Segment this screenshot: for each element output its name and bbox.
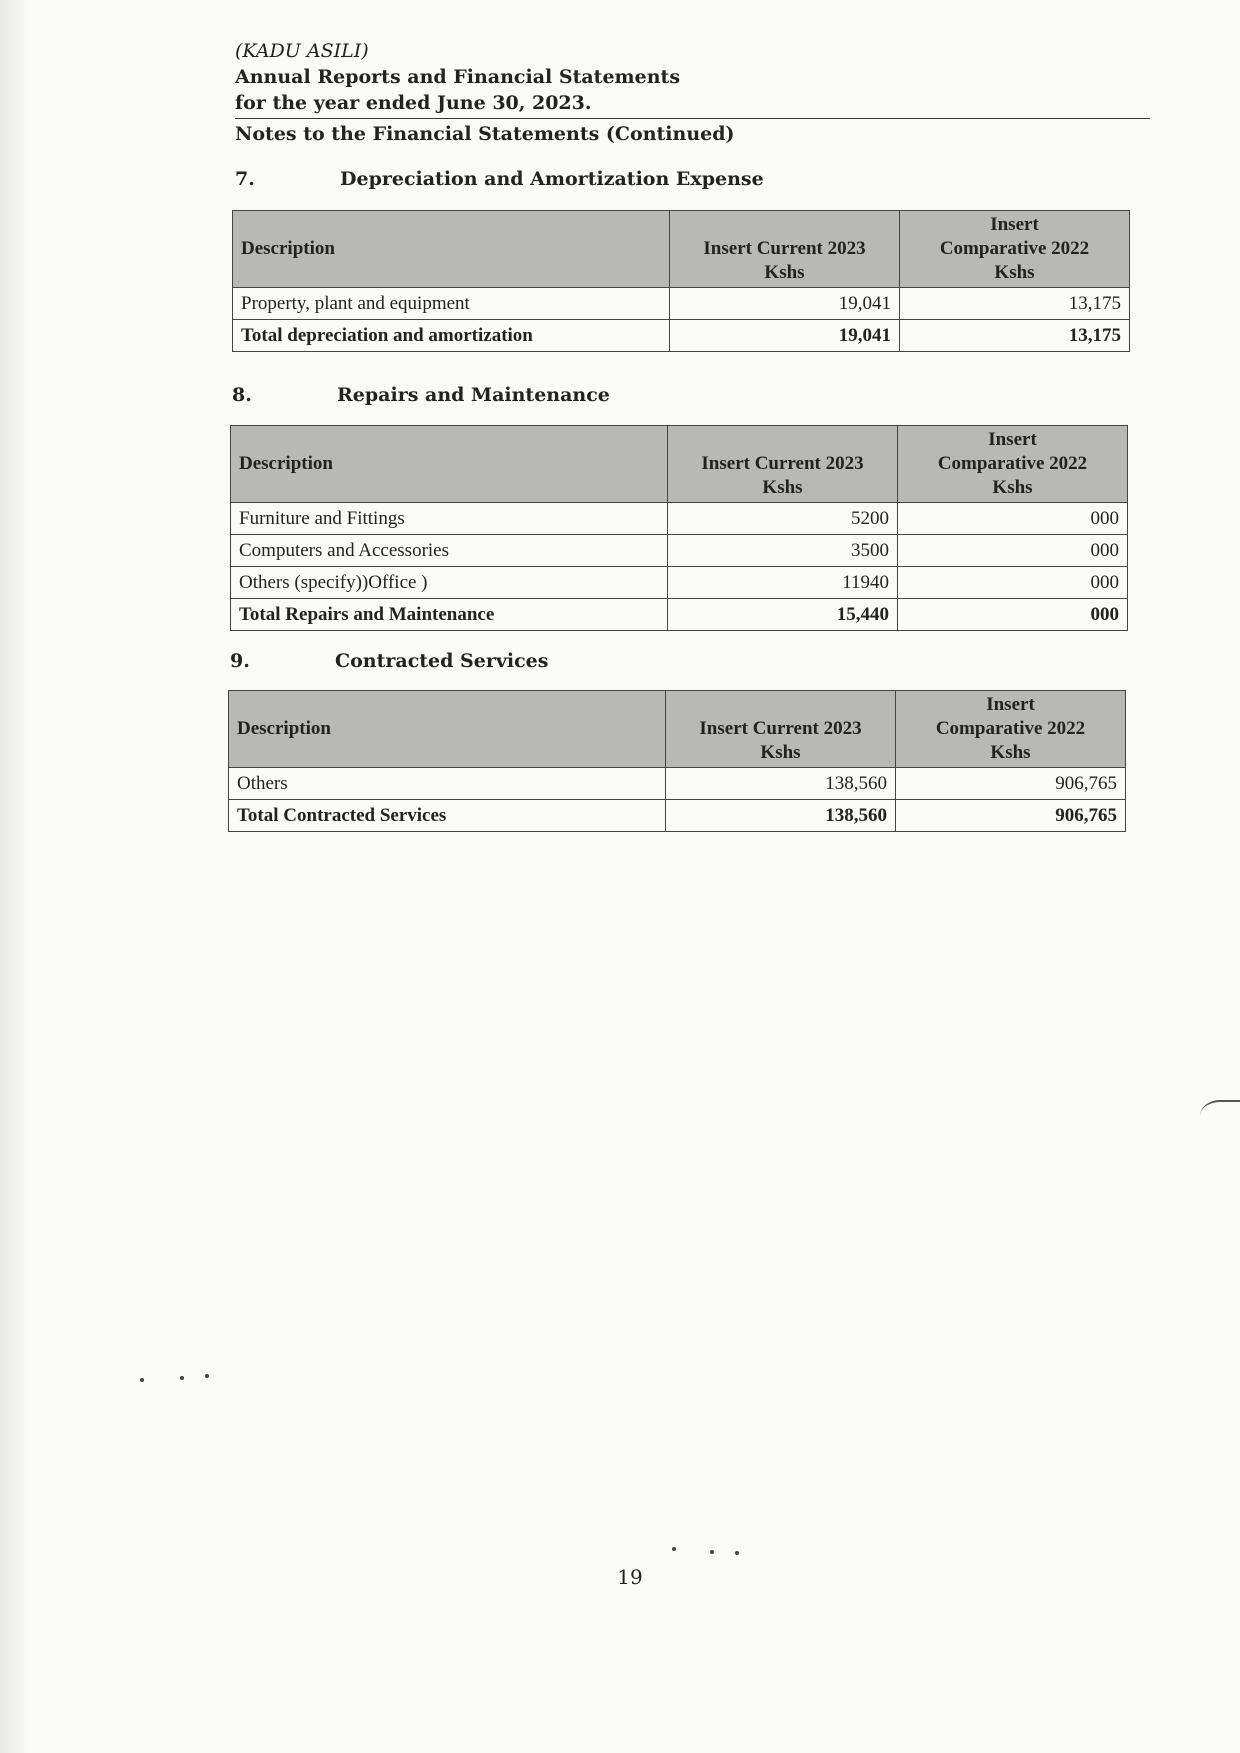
- col-header-current: Insert Current 2023 Kshs: [670, 211, 900, 288]
- depreciation-table: [232, 210, 1130, 352]
- col-header-comparative: Insert Comparative 2022 Kshs: [898, 426, 1128, 503]
- report-title: Annual Reports and Financial Statements: [235, 66, 681, 88]
- section-number: 8.: [232, 384, 252, 406]
- header-rule: [235, 118, 1150, 119]
- col-header-current: Insert Current 2023 Kshs: [666, 691, 896, 768]
- scan-speck: [672, 1547, 676, 1551]
- section-7-title: [235, 168, 764, 190]
- company-name: (KADU ASILI): [235, 40, 369, 62]
- scan-speck: [140, 1378, 144, 1382]
- total-row: Total Contracted Services 138,560 906,765: [229, 800, 1126, 832]
- scan-speck: [710, 1550, 714, 1554]
- col-header-comparative: Insert Comparative 2022 Kshs: [900, 211, 1130, 288]
- total-row: Total Repairs and Maintenance 15,440 000: [231, 599, 1128, 631]
- section-number: 9.: [230, 650, 250, 672]
- section-title-text: Repairs and Maintenance: [337, 384, 610, 406]
- scan-mark: [1200, 1100, 1240, 1132]
- scan-speck: [180, 1376, 184, 1380]
- col-header-current: Insert Current 2023 Kshs: [668, 426, 898, 503]
- table-row: Property, plant and equipment 19,041 13,175: [233, 288, 1130, 320]
- scan-speck: [735, 1551, 739, 1555]
- scan-speck: [205, 1374, 209, 1378]
- total-row: Total depreciation and amortization 19,041 13,175: [233, 320, 1130, 352]
- contracted-services-table: [228, 690, 1126, 832]
- section-number: 7.: [235, 168, 255, 190]
- col-header-description: Description: [229, 691, 666, 768]
- table-row: Others (specify))Office ) 11940 000: [231, 567, 1128, 599]
- table-row: Computers and Accessories 3500 000: [231, 535, 1128, 567]
- notes-title: Notes to the Financial Statements (Continued): [235, 123, 735, 145]
- page-shadow: [0, 0, 30, 1753]
- table-row: Others 138,560 906,765: [229, 768, 1126, 800]
- col-header-comparative: Insert Comparative 2022 Kshs: [896, 691, 1126, 768]
- document-header: [235, 38, 1150, 147]
- col-header-description: Description: [231, 426, 668, 503]
- section-8-title: [232, 384, 610, 406]
- table-row: Furniture and Fittings 5200 000: [231, 503, 1128, 535]
- section-title-text: Depreciation and Amortization Expense: [340, 168, 764, 190]
- section-title-text: Contracted Services: [335, 650, 549, 672]
- report-period: for the year ended June 30, 2023.: [235, 92, 592, 114]
- repairs-table: [230, 425, 1128, 631]
- col-header-description: Description: [233, 211, 670, 288]
- page-number: 19: [617, 1565, 643, 1589]
- section-9-title: [230, 650, 548, 672]
